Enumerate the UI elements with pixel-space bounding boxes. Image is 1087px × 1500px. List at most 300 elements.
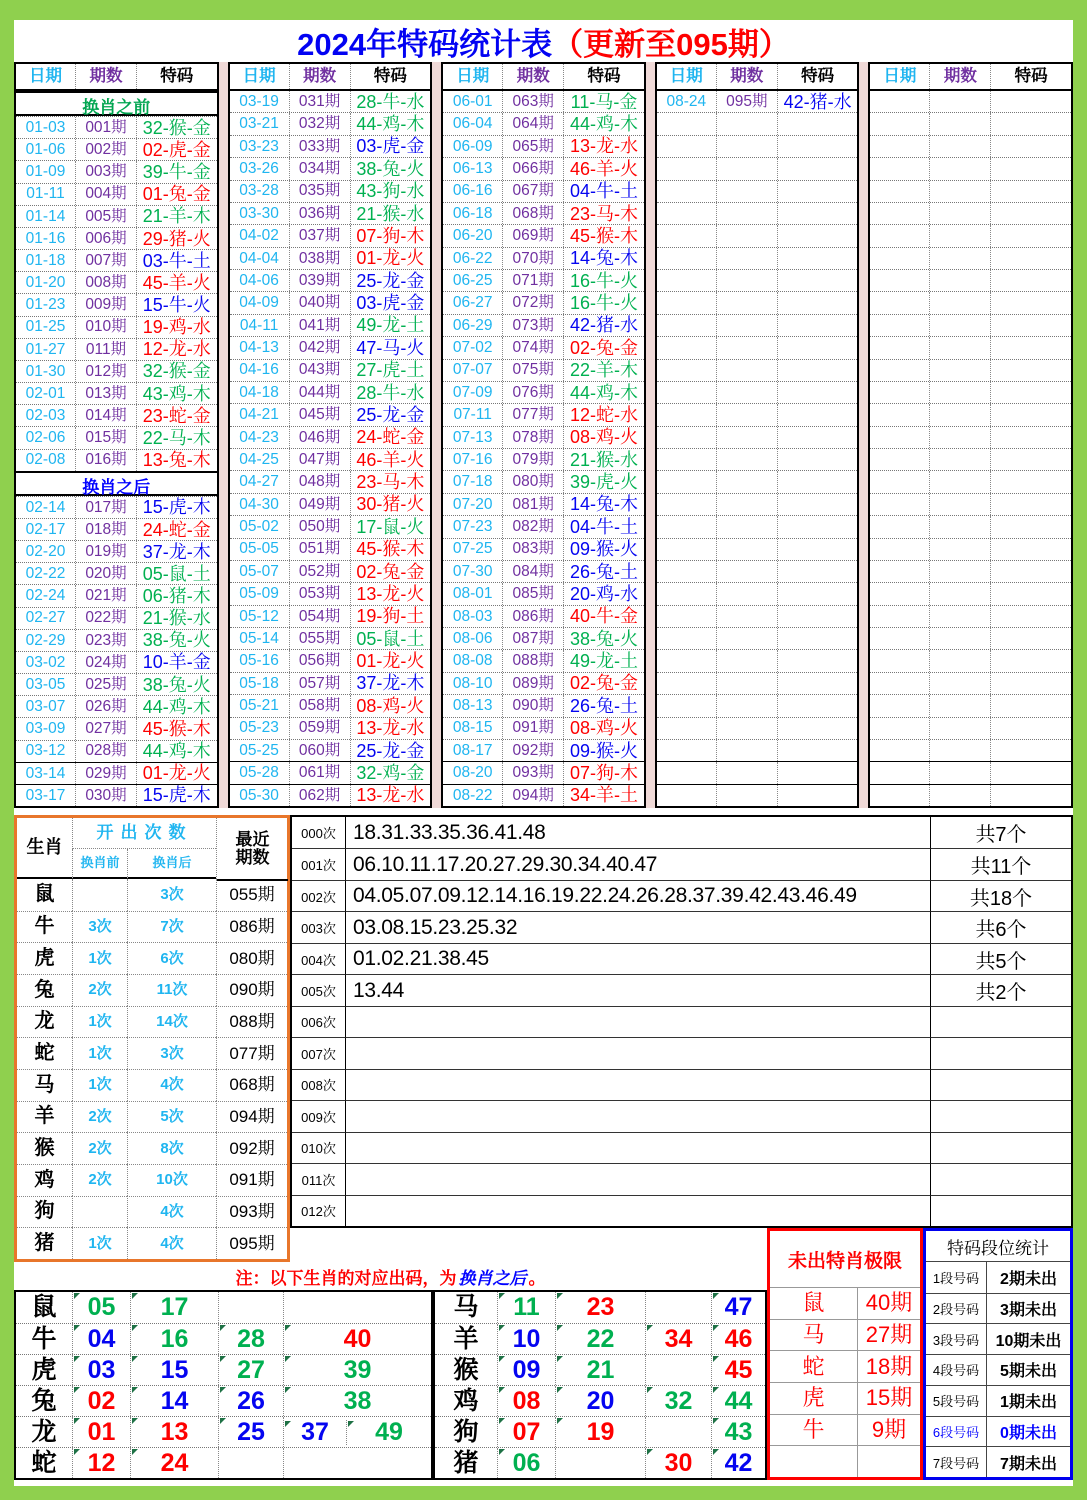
draw-row [16,762,217,784]
draw-period: 009期 [75,294,136,315]
draw-date [657,516,716,537]
draw-date: 06-09 [452,137,493,155]
draw-date [870,113,929,134]
frequency-label: 005次 [292,974,346,1005]
segment-value: 7期未出 [1000,1455,1057,1473]
draw-code [990,494,1071,515]
segment-value: 1期未出 [1000,1394,1057,1412]
draw-date: 01-18 [25,251,66,269]
draw-code: 43-鸡-木 [136,383,217,404]
draw-date [870,382,929,403]
draw-date: 05-07 [239,562,279,580]
draw-row [16,740,217,762]
draw-code: 28-牛-水 [350,382,431,403]
draw-date [657,270,716,291]
draw-period: 095期 [716,91,777,112]
draw-period: 039期 [289,270,350,291]
draw-code: 08-鸡-火 [350,695,431,716]
number-cell: 47 [711,1292,765,1323]
draw-row [230,180,431,202]
draw-period [929,471,990,492]
draw-table-group-4 [655,62,860,808]
draw-code: 01-兔-金 [136,184,217,205]
draw-row [16,205,217,227]
column-separator [219,62,228,808]
draw-code [777,404,858,425]
number-cell: 11 [497,1292,555,1323]
draw-row [230,493,431,515]
draw-period [929,181,990,202]
draw-date: 07-02 [452,339,493,357]
segment-stats-title: 特码段位统计 [926,1231,1070,1262]
count-before-change: 1次 [72,1006,127,1038]
empty-draw-row [870,202,1071,224]
draw-date: 06-01 [452,92,493,110]
frequency-count [930,1006,1071,1037]
frequency-label: 002次 [292,880,346,911]
draw-period [929,315,990,336]
draw-row [443,493,644,515]
draw-period: 090期 [502,695,563,716]
draw-code: 09-猴-火 [563,539,644,560]
number-cell [645,1292,711,1323]
frequency-label: 001次 [292,848,346,879]
draw-code [990,203,1071,224]
draw-code: 17-鼠-火 [350,516,431,537]
draw-code [990,561,1071,582]
frequency-count: 共5个 [930,943,1071,974]
draw-date: 02-08 [25,451,66,469]
draw-date: 03-12 [25,742,66,760]
draw-code: 25-龙-金 [350,404,431,425]
number-cell: 28 [218,1324,283,1354]
draw-period: 035期 [289,181,350,202]
overdue-zodiac: 蛇 [802,1353,825,1379]
draw-date: 03-02 [25,653,66,671]
draw-period [929,650,990,671]
recent-period: 068期 [216,1069,287,1101]
draw-row [230,761,431,783]
table-header-row [657,64,858,91]
draw-code: 23-马-木 [563,203,644,224]
empty-draw-row [870,180,1071,202]
overdue-zodiac [770,1446,857,1477]
draw-code: 20-鸡-水 [563,583,644,604]
draw-code: 13-龙-水 [350,718,431,739]
draw-date: 03-21 [239,115,279,133]
draw-date: 01-30 [25,362,66,380]
draw-date [657,673,716,694]
column-header-date: 日期 [242,67,276,86]
draw-row [443,180,644,202]
draw-code: 02-兔-金 [350,561,431,582]
empty-draw-row [870,247,1071,269]
segment-label: 4段号码 [926,1355,987,1385]
empty-draw-row [870,157,1071,179]
draw-date [870,471,929,492]
column-header-code: 特码 [777,64,858,89]
draw-period [929,695,990,716]
frequency-numbers [346,1163,930,1194]
draw-code [777,360,858,381]
draw-code [777,762,858,783]
number-cell: 12 [72,1448,130,1478]
draw-period: 074期 [502,337,563,358]
draw-date [870,248,929,269]
draw-code: 02-虎-金 [136,139,217,160]
zodiac-number-table-right [433,1290,767,1480]
draw-period [716,449,777,470]
count-after-change: 11次 [127,974,216,1006]
draw-code [990,181,1071,202]
draw-date: 01-25 [25,318,66,336]
draw-date: 05-02 [239,518,279,536]
draw-period: 015期 [75,427,136,448]
segment-stats-box [923,1228,1073,1480]
draw-code [777,606,858,627]
draw-date [657,740,716,761]
section-row [16,471,217,496]
draw-code: 23-蛇-金 [136,405,217,426]
empty-draw-row [870,91,1071,112]
draw-history-tables [14,62,1073,808]
table-header-row [870,64,1071,91]
recent-period: 092期 [216,1132,287,1164]
draw-row [230,605,431,627]
draw-code [990,158,1071,179]
draw-code: 01-龙-火 [350,248,431,269]
draw-date [657,785,716,806]
draw-period: 038期 [289,248,350,269]
draw-code: 07-狗-木 [350,225,431,246]
draw-period [716,471,777,492]
draw-date: 05-21 [239,697,279,715]
number-cell: 21 [555,1355,645,1385]
frequency-numbers: 06.10.11.17.20.27.29.30.34.40.47 [346,848,930,879]
table-header-row [443,64,644,91]
column-separator [432,62,441,808]
draw-code: 12-龙-水 [136,339,217,360]
number-cell: 20 [555,1386,645,1416]
draw-date: 08-20 [452,764,493,782]
draw-code [777,248,858,269]
zodiac-number-row [435,1292,765,1323]
draw-date: 06-18 [452,204,493,222]
draw-date: 04-25 [239,450,279,468]
frequency-numbers [346,1195,930,1226]
number-cell: 44 [711,1386,765,1416]
zodiac-label: 猪 [453,1448,479,1477]
draw-period [929,673,990,694]
draw-date: 06-22 [452,249,493,267]
draw-code: 46-羊-火 [350,449,431,470]
draw-code [990,225,1071,246]
draw-date: 04-09 [239,294,279,312]
empty-draw-row [870,112,1071,134]
frequency-table [290,815,1073,1228]
empty-draw-row [657,717,858,739]
draw-table-group-5 [868,62,1073,808]
draw-code: 42-猪-水 [563,315,644,336]
draw-period: 073期 [502,315,563,336]
segment-value: 5期未出 [1000,1363,1057,1381]
draw-code: 21-猴-水 [563,449,644,470]
draw-date [657,158,716,179]
number-cell: 34 [645,1324,711,1354]
frequency-label: 012次 [292,1195,346,1226]
draw-period: 080期 [502,471,563,492]
draw-code [990,673,1071,694]
number-cell: 15 [130,1355,218,1385]
number-cell [283,1448,431,1478]
draw-date: 01-11 [26,185,65,203]
draw-period: 078期 [502,427,563,448]
segment-value: 10期未出 [995,1332,1062,1350]
empty-draw-row [657,627,858,649]
number-cell: 19 [555,1417,645,1447]
draw-date: 04-13 [239,339,279,357]
frequency-numbers: 13.44 [346,974,930,1005]
number-cell [283,1292,431,1323]
draw-period: 028期 [75,741,136,762]
draw-code: 14-兔-木 [563,494,644,515]
draw-code: 46-羊-火 [563,158,644,179]
note-prefix: 注：以下生肖的对应出码，为 [235,1268,457,1288]
number-cell: 46 [711,1324,765,1354]
draw-date [870,404,929,425]
draw-code: 30-猪-火 [350,494,431,515]
recent-period: 095期 [216,1227,287,1259]
count-before-change: 2次 [72,1101,127,1133]
draw-date: 04-18 [239,383,279,401]
draw-date: 04-16 [239,361,279,379]
zodiac-number-row [16,1385,431,1416]
count-after-change: 10次 [127,1164,216,1196]
frequency-label: 003次 [292,911,346,942]
number-cell: 39 [283,1355,431,1385]
draw-row [230,538,431,560]
draw-period: 049期 [289,494,350,515]
draw-period [716,695,777,716]
draw-code [990,695,1071,716]
draw-period: 046期 [289,427,350,448]
draw-period [929,449,990,470]
number-cell: 38 [283,1386,431,1416]
draw-period [929,248,990,269]
draw-period [929,337,990,358]
before-change-header: 换肖前 [72,849,127,879]
draw-date [870,628,929,649]
count-before-change: 2次 [72,1164,127,1196]
empty-draw-row [657,202,858,224]
empty-draw-row [870,627,1071,649]
recent-period: 094期 [216,1101,287,1133]
draw-date [870,606,929,627]
frequency-numbers: 04.05.07.09.12.14.16.19.22.24.26.28.37.39.42.43.46.49 [346,880,930,911]
empty-draw-row [870,336,1071,358]
draw-row [16,316,217,338]
draw-period: 064期 [502,113,563,134]
draw-period [929,136,990,157]
draw-period: 013期 [75,383,136,404]
draw-date: 07-07 [452,361,493,379]
draw-date [657,650,716,671]
draw-date: 06-20 [452,227,493,245]
draw-date: 06-29 [452,316,493,334]
draw-period: 022期 [75,608,136,629]
draw-period: 033期 [289,136,350,157]
draw-code [777,337,858,358]
draw-period [929,427,990,448]
overdue-zodiac: 马 [802,1321,825,1347]
draw-code: 21-羊-木 [136,206,217,227]
draw-row [230,247,431,269]
draw-date [870,516,929,537]
draw-period: 024期 [75,652,136,673]
draw-date [870,785,929,806]
draw-code: 47-马-火 [350,337,431,358]
draw-period [716,292,777,313]
number-cell: 32 [645,1386,711,1416]
draw-period [929,516,990,537]
draw-code [990,136,1071,157]
draw-period [716,494,777,515]
draw-row [16,496,217,518]
draw-period: 018期 [75,519,136,540]
segment-row [926,1262,1070,1293]
frequency-numbers [346,1069,930,1100]
overdue-periods: 40期 [857,1288,920,1319]
draw-row [16,784,217,806]
empty-draw-row [657,224,858,246]
frequency-label: 011次 [292,1163,346,1194]
draw-period [716,136,777,157]
empty-draw-row [870,538,1071,560]
draw-table-group-1 [14,62,219,808]
draw-date [657,404,716,425]
zodiac-name: 鸡 [17,1164,72,1196]
draw-date [657,494,716,515]
draw-row [443,784,644,806]
frequency-count [930,1100,1071,1131]
draw-row [16,717,217,739]
draw-row [443,381,644,403]
draw-code: 19-狗-土 [350,606,431,627]
draw-code [777,449,858,470]
draw-period: 076期 [502,382,563,403]
content-area [14,20,1073,1486]
draw-date [870,158,929,179]
empty-draw-row [657,493,858,515]
number-cell: 26 [218,1386,283,1416]
draw-date [657,136,716,157]
draw-row [230,649,431,671]
draw-code: 03-牛-土 [136,250,217,271]
draw-period: 063期 [502,91,563,112]
draw-row [443,739,644,761]
recent-period: 088期 [216,1006,287,1038]
zodiac-name: 蛇 [17,1037,72,1069]
draw-row [443,605,644,627]
number-cell: 01 [72,1417,130,1447]
draw-code [777,718,858,739]
draw-code: 37-龙-木 [350,673,431,694]
draw-period: 032期 [289,113,350,134]
overdue-row [770,1350,920,1382]
draw-period: 005期 [75,206,136,227]
draw-code [990,762,1071,783]
draw-date: 05-09 [239,585,279,603]
number-cell: 14 [130,1386,218,1416]
draw-period: 072期 [502,292,563,313]
draw-date [870,740,929,761]
zodiac-number-row [16,1292,431,1323]
table-header-row [230,64,431,91]
draw-code: 40-牛-金 [563,606,644,627]
draw-period: 031期 [289,91,350,112]
draw-row [443,694,644,716]
draw-period [716,181,777,202]
segment-label: 5段号码 [926,1386,987,1416]
draw-period [929,382,990,403]
column-header-code: 特码 [563,64,644,89]
empty-draw-row [657,582,858,604]
zodiac-number-row [435,1385,765,1416]
draw-date: 02-20 [25,542,66,560]
draw-period [929,270,990,291]
frequency-numbers [346,1037,930,1068]
empty-draw-row [657,605,858,627]
segment-row [926,1416,1070,1447]
draw-period: 086期 [502,606,563,627]
draw-date [657,762,716,783]
frequency-numbers: 01.02.21.38.45 [346,943,930,974]
draw-period [716,539,777,560]
number-cell [645,1355,711,1385]
draw-code: 39-牛-金 [136,161,217,182]
draw-code: 13-兔-木 [136,450,217,471]
draw-code: 08-鸡-火 [563,427,644,448]
draw-period: 003期 [75,161,136,182]
empty-draw-row [870,605,1071,627]
empty-draw-row [870,291,1071,313]
empty-draw-row [870,649,1071,671]
overdue-zodiac: 虎 [802,1385,825,1411]
draw-table-group-2 [228,62,433,808]
draw-code [777,427,858,448]
draw-period [929,292,990,313]
empty-draw-row [870,269,1071,291]
overdue-zodiac: 牛 [802,1416,825,1442]
draw-code: 13-龙-水 [350,785,431,806]
draw-date [870,718,929,739]
draw-row [443,627,644,649]
segment-row [926,1323,1070,1354]
draw-code [990,337,1071,358]
draw-row [230,515,431,537]
draw-date: 05-05 [239,540,279,558]
zodiac-name: 鼠 [34,883,55,906]
column-header-date: 日期 [669,67,703,86]
draw-code [990,471,1071,492]
draw-date [657,337,716,358]
draw-code: 15-虎-木 [136,785,217,806]
draw-date: 01-09 [25,163,66,181]
draw-code: 03-虎-金 [350,136,431,157]
zodiac-name: 猴 [17,1132,72,1164]
draw-period: 067期 [502,181,563,202]
draw-period [716,315,777,336]
